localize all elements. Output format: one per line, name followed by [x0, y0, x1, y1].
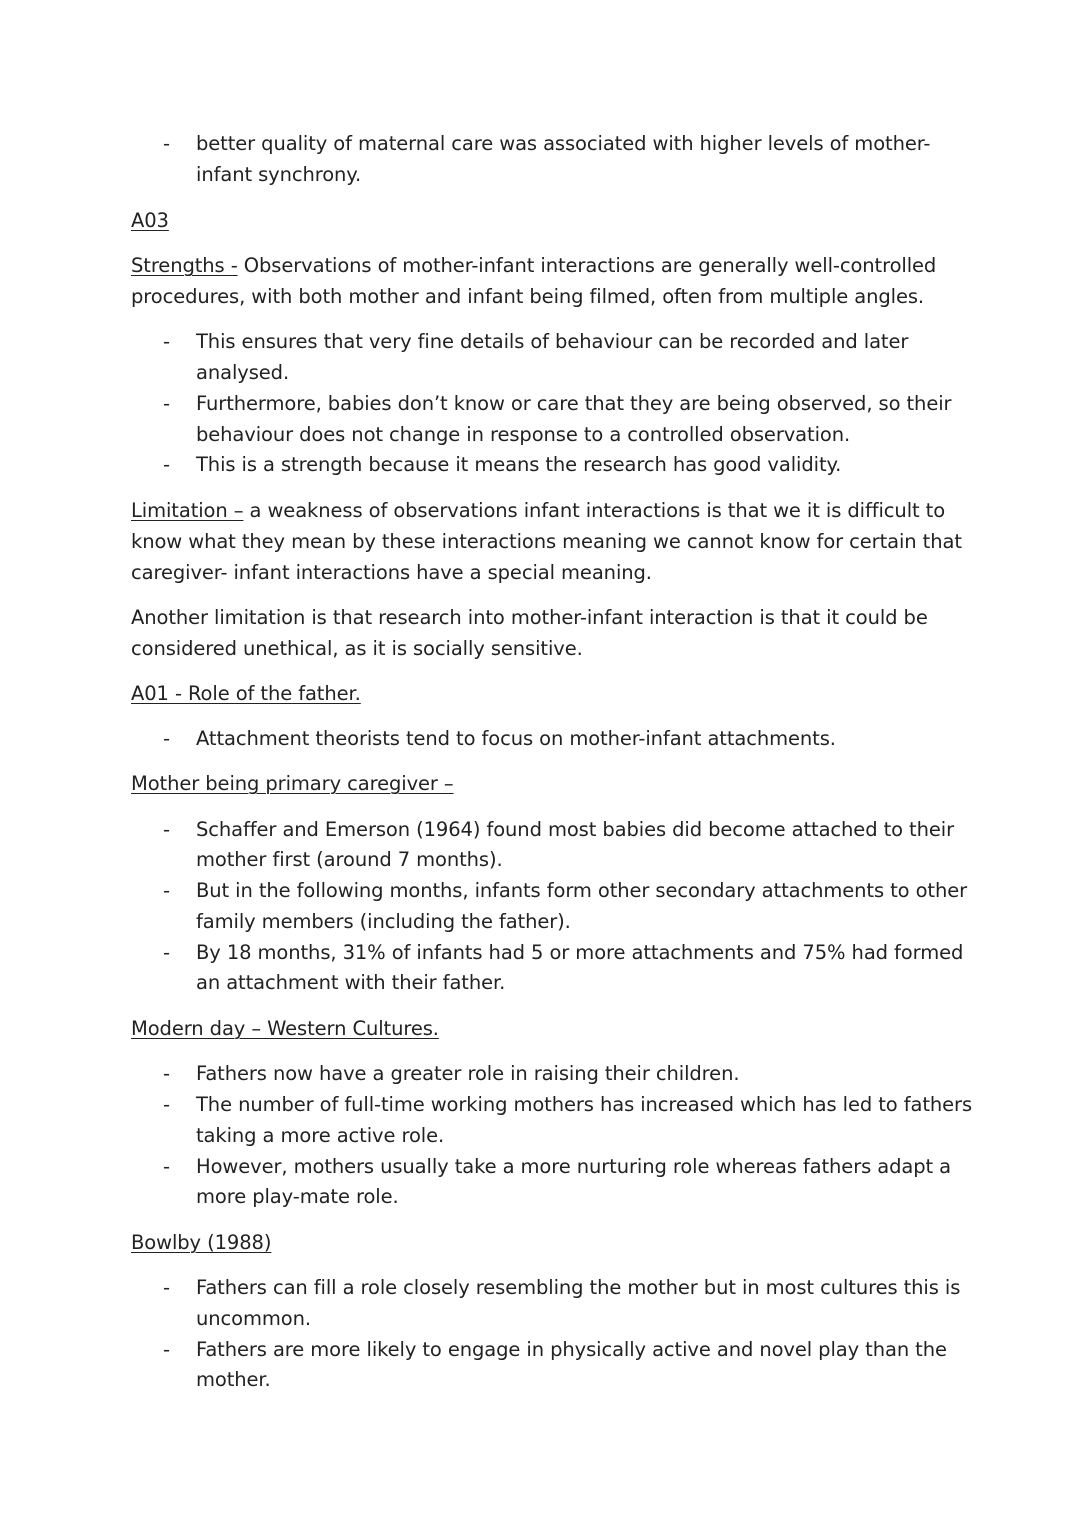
- another-limitation-line: Another limitation is that research into mother-infant interaction is that it could be: [131, 606, 928, 629]
- bullet-text: Furthermore, babies don’t know or care that they are being observed, so their: [196, 392, 952, 415]
- bullet-text: But in the following months, infants form other secondary attachments to other: [196, 879, 968, 902]
- section-heading-modern-day: Modern day – Western Cultures.: [131, 1017, 439, 1040]
- bullet-text: mother.: [196, 1368, 271, 1391]
- bullet-dash: -: [163, 1276, 171, 1299]
- strengths-text: Observations of mother-infant interactions are generally well-controlled: [243, 254, 937, 277]
- section-heading-ao1-father: A01 - Role of the father.: [131, 682, 361, 705]
- bullet-dash: -: [163, 1155, 171, 1178]
- strengths-paragraph-line: [131, 251, 936, 282]
- bullet-dash: -: [163, 1093, 171, 1116]
- bullet-text: infant synchrony.: [196, 163, 362, 186]
- strengths-paragraph-line: procedures, with both mother and infant being filmed, often from multiple angles.: [131, 285, 925, 308]
- bullet-dash: -: [163, 392, 171, 415]
- bullet-text: However, mothers usually take a more nurturing role whereas fathers adapt a: [196, 1155, 952, 1178]
- bullet-text: behaviour does not change in response to a controlled observation.: [196, 423, 851, 446]
- bullet-dash: -: [163, 132, 171, 155]
- bullet-text: Fathers are more likely to engage in physically active and novel play than the: [196, 1338, 947, 1361]
- bullet-dash: -: [163, 1338, 171, 1361]
- bullet-text: This ensures that very fine details of behaviour can be recorded and later: [196, 330, 909, 353]
- bullet-text: taking a more active role.: [196, 1124, 445, 1147]
- bullet-text: family members (including the father).: [196, 910, 571, 933]
- bullet-dash: -: [163, 879, 171, 902]
- bullet-text: an attachment with their father.: [196, 971, 506, 994]
- bullet-dash: -: [163, 330, 171, 353]
- bullet-text: more play-mate role.: [196, 1185, 399, 1208]
- bullet-dash: -: [163, 453, 171, 476]
- bullet-dash: -: [163, 727, 171, 750]
- bullet-dash: -: [163, 818, 171, 841]
- limitation-paragraph-line: [131, 496, 945, 527]
- bullet-text: better quality of maternal care was associated with higher levels of mother-: [196, 132, 931, 155]
- bullet-text: uncommon.: [196, 1307, 311, 1330]
- section-heading-ao3: A03: [131, 209, 169, 232]
- another-limitation-line: considered unethical, as it is socially sensitive.: [131, 637, 583, 660]
- bullet-text: By 18 months, 31% of infants had 5 or more attachments and 75% had formed: [196, 941, 964, 964]
- bullet-text: mother first (around 7 months).: [196, 848, 503, 871]
- bullet-dash: -: [163, 1062, 171, 1085]
- bullet-text: analysed.: [196, 361, 290, 384]
- limitation-label: Limitation –: [131, 499, 244, 522]
- section-heading-bowlby: Bowlby (1988): [131, 1231, 272, 1254]
- strengths-label: Strengths -: [131, 254, 238, 277]
- bullet-text: This is a strength because it means the research has good validity.: [196, 453, 842, 476]
- limitation-text: a weakness of observations infant interactions is that we it is difficult to: [249, 499, 946, 522]
- bullet-text: Schaffer and Emerson (1964) found most babies did become attached to their: [196, 818, 954, 841]
- bullet-text: The number of full-time working mothers has increased which has led to fathers: [196, 1093, 973, 1116]
- limitation-paragraph-line: caregiver- infant interactions have a special meaning.: [131, 561, 652, 584]
- bullet-text: Fathers can fill a role closely resembling the mother but in most cultures this is: [196, 1276, 961, 1299]
- limitation-paragraph-line: know what they mean by these interactions meaning we cannot know for certain that: [131, 530, 962, 553]
- bullet-text: Fathers now have a greater role in raising their children.: [196, 1062, 740, 1085]
- bullet-dash: -: [163, 941, 171, 964]
- section-heading-primary-caregiver: Mother being primary caregiver –: [131, 772, 454, 795]
- bullet-text: Attachment theorists tend to focus on mother-infant attachments.: [196, 727, 836, 750]
